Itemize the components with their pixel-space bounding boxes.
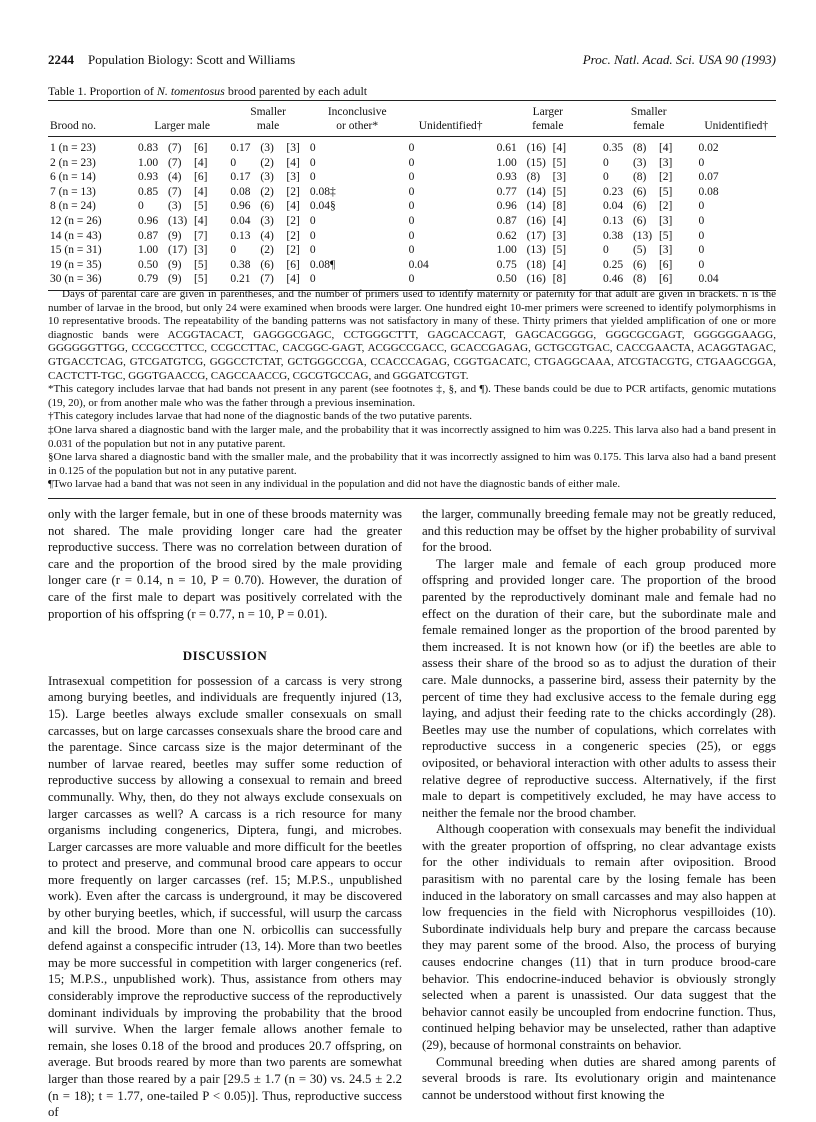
col-unidentified-female: Unidentified† xyxy=(697,101,776,137)
results-paragraph: only with the larger female, but in one of these broods maternity was not shared. The male providing longer care had the greater reproductive success. There was no correlation between duration of care and the proportion of the brood sired by the male providing longer care (r = 0.14, n = 10, P = 0.70). However, the duration of care of the first male to depart was positively correlated with the proportion of his offspring (r = 0.77, n = 10, P = 0.01). xyxy=(48,507,402,621)
cell-inconclusive: 0 xyxy=(309,229,316,242)
table-row xyxy=(48,214,776,229)
col-smaller-female: Smaller female xyxy=(601,101,697,137)
cell-inconclusive: 0 xyxy=(309,142,316,154)
cell-larger-male: 0.93 (4) [6] xyxy=(138,171,208,184)
cell-inconclusive: 0.04§ xyxy=(309,200,336,213)
footnote-star: *This category includes larvae that had bands not present in any parent (see footnotes ‡, §, and ¶). These bands could be due to PCR artifacts, genomic mutations (19, 20), or from another male who was the father through a previous insemination. xyxy=(48,383,776,409)
cell-smaller-male: 0.38 (6) [6] xyxy=(230,258,300,271)
cell-larger-male: 0 (3) [5] xyxy=(138,200,208,213)
cell-unidentified-female: 0 xyxy=(698,214,705,227)
page-header xyxy=(48,52,776,70)
footnote-rule xyxy=(48,498,776,499)
cell-larger-male: 1.00 (17) [3] xyxy=(138,244,208,257)
cell-larger-male: 0.50 (9) [5] xyxy=(138,258,208,271)
cell-inconclusive: 0 xyxy=(309,156,316,169)
cell-smaller-male: 0.17 (3) [3] xyxy=(230,171,300,184)
cell-larger-male: 0.96 (13) [4] xyxy=(138,214,208,227)
cell-brood: 12 (n = 26) xyxy=(50,214,102,227)
cell-larger-female: 0.75 (18) [4] xyxy=(496,258,567,271)
footnote-section: §One larva shared a diagnostic band with the smaller male, and the probability that it was incorrectly assigned to him was 0.175. This larva also had a band present in 0.125 of the population but not in any putative parent. xyxy=(48,451,776,477)
table-row xyxy=(48,243,776,258)
cell-smaller-male: 0.21 (7) [4] xyxy=(228,272,307,290)
cell-brood: 7 (n = 13) xyxy=(50,185,96,198)
cell-unidentified-female: 0 xyxy=(698,244,705,257)
footnote-ddagger: ‡One larva shared a diagnostic band with the larger male, and the probability that it was incorrectly assigned to him was 0.225. This larva also had a band present in 0.031 of the population but not in any putative parent. xyxy=(48,423,776,450)
table-row xyxy=(48,137,776,156)
cell-larger-male: 1.00 (7) [4] xyxy=(138,156,208,169)
cell-smaller-male: 0.17 (3) [3] xyxy=(230,142,300,154)
cell-larger-male: 0.83 (7) [6] xyxy=(138,142,208,154)
cell-larger-female: 0.50 (16) [8] xyxy=(495,272,601,290)
cell-unidentified-male: 0 xyxy=(407,272,495,290)
cell-larger-female: 0.96 (14) [8] xyxy=(496,200,567,213)
cell-inconclusive: 0.08‡ xyxy=(309,185,336,198)
table-row xyxy=(48,199,776,214)
cell-unidentified-male: 0 xyxy=(408,171,415,184)
left-column xyxy=(48,506,402,1121)
discussion-paragraph-1: Intrasexual competition for possession of a carcass is very strong among burying beetles, and individuals are frequently injured (13, 15). Large beetles always exclude smaller consexuals on small carcasses, but on large carcasses consexuals share the brood care and the parentage. Since carcass size is the major determinant of the number of larvae reared, beetles may suffer some reduction of reproductive success by allowing a consexual to remain and breed communally. Why, then, do they not always exclude consexuals on larger carcasses as well? A carcass is a rich resource for many organisms including congenerics, Diptera, fungi, and microbes. Larger carcasses are more valuable and more difficult for the beetles to protect and preserve, and communal brood care appears to occur more frequently on larger carcasses (ref. 15; M.P.S., unpublished work). Even after the carcass is underground, it may be discovered by other burying beetles, which, if successful, will usurp the carcass and kill the brood. More than one N. orbicollis can successfully defend against a conspecific intruder (13, 14). More than two beetles may be more successful in competition with larger congenerics (ref. 15; M.P.S., unpublished work). Thus, assistance from others may considerably improve the reproductive success of the reproductively dominant individuals by improving the probability that the brood will survive. When the larger female allows another female to remain, she loses 0.18 of the brood and produces 20.7 offspring, on average. But broods reared by more than two parents are somewhat larger than those reared by a pair [29.5 ± 1.7 (n = 30) vs. 24.5 ± 2.2 (n = 18); t = 1.77, one-tailed P < 0.05)]. Thus, reproductive success of xyxy=(48,673,402,1120)
table-caption: Table 1. Proportion of N. tomentosus brood parented by each adult xyxy=(48,84,368,98)
table-row xyxy=(48,229,776,244)
cell-unidentified-female: 0.02 xyxy=(698,142,719,154)
cell-brood: 8 (n = 24) xyxy=(50,200,96,213)
cell-unidentified-male: 0 xyxy=(408,156,415,169)
table-row xyxy=(48,156,776,171)
discussion-paragraph-4: Although cooperation with consexuals may benefit the individual with the greater proportion of offspring, no clear advantage exists for the other individuals to remain after oviposition. Brood parasitism with no parental care by the losing female has been induced in the laboratory on small carcasses and may also happen at low frequencies in the field with Nicrophorus vespilloides (10). Subordinate individuals help bury and prepare the carcass because they may parent some of the brood. Also, the process of burying causes endocrine changes (11) that in turn produce brood-care behavior. This endocrine-induced behavior is obviously strongly selected when a parent is unassisted. Our data suggest that the behavior cannot easily be uncoupled from endocrine function. Thus, continued helping behavior may be unselected, rather than adaptive (29), because of hormonal constraints on behavior. xyxy=(422,822,776,1052)
table-body xyxy=(48,137,776,291)
cell-unidentified-male: 0 xyxy=(408,244,415,257)
cell-unidentified-female: 0.08 xyxy=(698,185,719,198)
cell-unidentified-female: 0 xyxy=(698,258,705,271)
discussion-paragraph-2: the larger, communally breeding female may not be greatly reduced, and this reduction may be offset by the higher probability of survival for the brood. xyxy=(422,507,776,555)
cell-larger-female: 0.77 (14) [5] xyxy=(496,185,567,198)
cell-inconclusive: 0 xyxy=(308,272,407,290)
cell-inconclusive: 0 xyxy=(309,171,316,184)
journal-citation: Proc. Natl. Acad. Sci. USA 90 (1993) xyxy=(582,52,776,67)
right-column xyxy=(422,506,776,1103)
cell-smaller-female: 0.35 (8) [4] xyxy=(602,142,673,154)
cell-brood: 6 (n = 14) xyxy=(50,171,96,184)
cell-smaller-female: 0 (5) [3] xyxy=(602,244,673,257)
cell-smaller-male: 0 (2) [4] xyxy=(230,156,300,169)
discussion-paragraph-5: Communal breeding when duties are shared among parents of several broods is rare. Its evolutionary origin and maintenance cannot be understood without first knowing the xyxy=(422,1054,776,1102)
cell-smaller-female: 0 (3) [3] xyxy=(602,156,673,169)
footnote-pilcrow: ¶Two larvae had a band that was not seen in any individual in the population and did not have the diagnostic bands of either male. xyxy=(48,478,621,491)
cell-brood: 30 (n = 36) xyxy=(48,272,136,290)
table-row xyxy=(48,258,776,273)
cell-unidentified-male: 0 xyxy=(408,214,415,227)
discussion-paragraph-3: The larger male and female of each group produced more offspring and provided longer care. The proportion of the brood parented by the reproductively dominant male and female had no effect on the duration of their care, but the subordinate male and female remained longer as the proportion of the brood parented by them increased. It is not known how (or if) the beetles are able to assess their share of the brood so as to adjust the duration of their care. Male dunnocks, a passerine bird, assess their paternity by the percent of time they had exclusive access to the female during egg laying, and adjust their feeding rate to the chicks accordingly (28). Beetles may use the number of copulations, which correlates with reproductive success in a congeneric species (25), or eggs oviposited, or behavioral interaction with other adults to assess their relative degree of reproductive success. Alternatively, if the first male to depart is competitively excluded, he may have access to neither the female nor the brood chamber. xyxy=(422,556,776,820)
species-name: N. tomentosus xyxy=(156,84,225,98)
cell-brood: 1 (n = 23) xyxy=(50,142,96,154)
cell-unidentified-male: 0 xyxy=(408,142,415,154)
cell-unidentified-female: 0.04 xyxy=(697,272,776,290)
col-brood: Brood no. xyxy=(48,101,136,137)
footnote-main: Days of parental care are given in parentheses, and the number of primers used to identify maternity or paternity for that adult are given in brackets. n is the number of larvae in the brood, but only 24 were examined when broods were larger. One hundred eight 10-mer primers were screened to identify polymorphisms in 10 representative broods. The repeatability of the banding patterns was not satisfactory in many of these. Thirty primers that yielded amplification of one or more diagnostic bands were ACGGTACACT, GAGGGCGAGC, CCTGGGCTTT, GAGCACCAGT, GAGCACGGGG, GGGCGCGAGT, GGGGGGAAGG, GGGGGGTTGG, CCCGCCTTCC, CCGCCTTAC, CACGGC-GAGT, ACGGCCGACC, GCACCGAGAG, GCTGCGTGAC, CACCGAACTA, ACAGGTAGAC, GTGACCTCAG, GTCGATGTCG, GGGCCTCTAT, GCTGGGCCGA, CCACCCAGAG, CGGTGACATC, CTGAGGCAAA, ATCGTACGTG, CTGAAGCGGA, CACTCTT-TGC, GGGTGAACCG, CAGCCAACCG, CGCGTGCCAG, and GGGATCGTGT. xyxy=(48,288,776,382)
cell-larger-female: 0.93 (8) [3] xyxy=(496,171,567,184)
table-footnotes xyxy=(48,288,776,492)
table-header-row xyxy=(48,101,776,137)
cell-smaller-male: 0.04 (3) [2] xyxy=(230,214,300,227)
cell-smaller-female: 0 (8) [2] xyxy=(602,171,673,184)
cell-unidentified-male: 0 xyxy=(408,185,415,198)
table-row xyxy=(48,185,776,200)
cell-larger-female: 0.61 (16) [4] xyxy=(496,142,567,154)
cell-unidentified-female: 0 xyxy=(698,156,705,169)
discussion-heading: DISCUSSION xyxy=(182,648,268,664)
cell-unidentified-female: 0 xyxy=(698,200,705,213)
cell-smaller-male: 0.08 (2) [2] xyxy=(230,185,300,198)
cell-unidentified-male: 0.04 xyxy=(408,258,429,271)
cell-larger-male: 0.79 (9) [5] xyxy=(136,272,228,290)
cell-larger-male: 0.87 (9) [7] xyxy=(138,229,208,242)
cell-brood: 15 (n = 31) xyxy=(50,244,102,257)
cell-inconclusive: 0.08¶ xyxy=(309,258,336,271)
cell-larger-female: 1.00 (13) [5] xyxy=(496,244,567,257)
page-number: 2244 xyxy=(48,52,74,67)
running-head-left xyxy=(48,52,295,68)
cell-brood: 14 (n = 43) xyxy=(50,229,102,242)
cell-smaller-female: 0.04 (6) [2] xyxy=(602,200,673,213)
col-larger-female: Larger female xyxy=(495,101,601,137)
cell-smaller-female: 0.23 (6) [5] xyxy=(602,185,673,198)
cell-smaller-male: 0.96 (6) [4] xyxy=(230,200,300,213)
cell-smaller-female: 0.38 (13) [5] xyxy=(602,229,673,242)
cell-inconclusive: 0 xyxy=(309,214,316,227)
cell-inconclusive: 0 xyxy=(309,244,316,257)
cell-smaller-male: 0.13 (4) [2] xyxy=(230,229,300,242)
cell-unidentified-male: 0 xyxy=(408,200,415,213)
col-larger-male: Larger male xyxy=(136,101,228,137)
cell-larger-female: 1.00 (15) [5] xyxy=(496,156,567,169)
cell-brood: 19 (n = 35) xyxy=(50,258,102,271)
cell-larger-male: 0.85 (7) [4] xyxy=(138,185,208,198)
cell-smaller-male: 0 (2) [2] xyxy=(230,244,300,257)
cell-larger-female: 0.62 (17) [3] xyxy=(496,229,567,242)
cell-unidentified-female: 0.07 xyxy=(698,171,719,184)
cell-unidentified-female: 0 xyxy=(698,229,705,242)
cell-unidentified-male: 0 xyxy=(408,229,415,242)
table-row xyxy=(48,170,776,185)
data-table xyxy=(48,100,776,291)
col-unidentified-male: Unidentified† xyxy=(407,101,495,137)
cell-brood: 2 (n = 23) xyxy=(50,156,96,169)
cell-larger-female: 0.87 (16) [4] xyxy=(496,214,567,227)
footnote-dagger: †This category includes larvae that had none of the diagnostic bands of the two putative parents. xyxy=(48,410,472,423)
section-title: Population Biology: Scott and Williams xyxy=(88,52,296,67)
cell-smaller-female: 0.25 (6) [6] xyxy=(602,258,673,271)
col-smaller-male: Smaller male xyxy=(228,101,307,137)
cell-smaller-female: 0.46 (8) [6] xyxy=(601,272,697,290)
col-inconclusive: Inconclusive or other* xyxy=(308,101,407,137)
cell-smaller-female: 0.13 (6) [3] xyxy=(602,214,673,227)
